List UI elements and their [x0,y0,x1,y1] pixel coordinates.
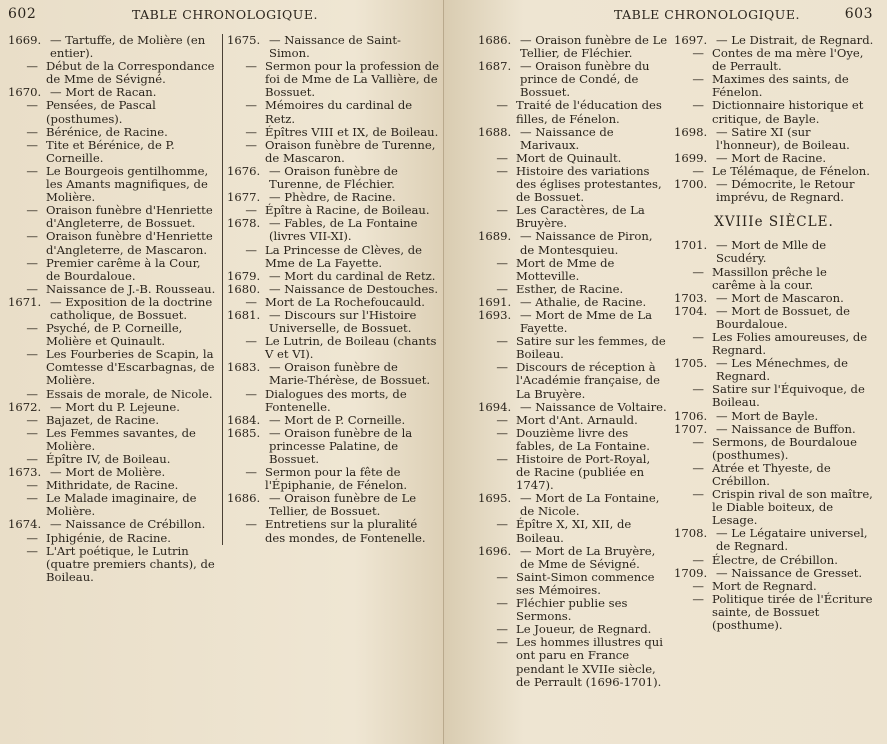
entry-text: Massillon prêche le carême à la cour. [712,264,827,292]
chronology-entry [674,527,874,553]
chronology-entry [227,283,439,296]
entry-year: 1669. [8,33,42,47]
entry-text: — Naissance de Crébillon. [50,517,206,532]
entry-text: Sermon pour la profession de foi de Mme de La Vallière, de Bossuet. [265,59,439,100]
entry-text: Mithridate, de Racine. [46,478,179,493]
entry-text: Électre, de Crébillon. [712,552,838,567]
entry-text: Le Bourgeois gentilhomme, les Amants magnifiques, de Molière. [46,163,209,205]
entry-text: Pensées, de Pascal (posthumes). [46,98,156,126]
chronology-entry [478,296,668,309]
chronology-entry [227,466,439,492]
chronology-entry [8,388,216,401]
entry-year: 1677. [227,190,261,205]
entry-year: 1670. [8,85,42,100]
entry-text: — Les Ménechmes, de Regnard. [716,356,848,384]
entry-year: — [26,137,38,152]
entry-text: — Discours sur l'Histoire Universelle, de Bossuet. [269,307,417,336]
entry-year: — [692,591,704,606]
chronology-entry [8,204,216,230]
chronology-entry [478,401,668,414]
page-number: 603 [844,6,873,22]
chronology-entry [674,410,874,423]
chronology-entry [8,283,216,296]
entry-year: — [496,452,508,466]
chronology-entry [227,309,439,335]
chronology-entry [478,414,668,427]
chronology-entry [478,597,668,623]
entry-year: — [496,334,508,349]
entry-text: — Mort de Mascaron. [716,290,844,305]
entry-text: Épître X, XI, XII, de Boileau. [516,517,632,545]
entry-year: 1688. [478,124,512,139]
entry-text: Politique tirée de l'Écriture sainte, de Bossuet (posthume). [712,591,873,633]
entry-year: — [245,203,257,218]
entry-year: 1686. [478,33,512,47]
entry-year: 1676. [227,163,261,178]
entry-year: 1697. [674,33,708,47]
chronology-entry [674,488,874,527]
chronology-entry [674,126,874,152]
entry-text: Psyché, de P. Corneille, Molière et Quinault. [46,321,183,349]
chronology-entry [478,545,668,571]
chronology-entry [8,348,216,387]
entry-year: — [26,452,38,466]
chronology-entry [227,361,439,387]
entry-text: Mort de Regnard. [712,578,817,593]
entry-text: — Mort de P. Corneille. [269,412,406,427]
entry-text: Dialogues des morts, de Fontenelle. [265,386,407,414]
entry-year: — [496,569,508,584]
entry-year: — [245,386,257,401]
entry-text: Le Lutrin, de Boileau (chants V et VI). [265,334,437,362]
entry-text: — Naissance de Gresset. [716,565,863,580]
entry-text: Naissance de J.-B. Rousseau. [46,281,216,296]
entry-year: — [26,386,38,401]
entry-year: — [692,163,704,178]
chronology-entry [8,126,216,139]
entry-year: 1685. [227,425,261,440]
entry-text: Dictionnaire historique et critique, de Bayle. [712,98,864,126]
entry-year: 1703. [674,290,708,305]
page-header [444,6,887,26]
entry-year: — [692,487,704,502]
entry-text: — Mort du P. Lejeune. [50,399,180,414]
entry-year: 1699. [674,150,708,165]
chronology-entry [478,636,668,688]
entry-text: — Mort de Mme de La Fayette. [520,307,652,336]
entry-text: — Démocrite, le Retour imprévu, de Regnard. [716,177,855,205]
chronology-entry [674,593,874,632]
chronology-entry [8,414,216,427]
entry-text: La Princesse de Clèves, de Mme de La Fayette. [265,242,423,270]
entry-year: 1707. [674,421,708,436]
chronology-entry [674,305,874,331]
entry-year: 1678. [227,216,261,231]
chronology-entry [8,322,216,348]
entry-text: Mort de Mme de Motteville. [516,255,615,283]
section-heading: XVIIIe SIÈCLE. [714,214,834,231]
entry-year: — [245,137,257,152]
entry-text: — Mort de Mlle de Scudéry. [716,238,827,266]
chronology-entry [674,152,874,165]
entry-text: — Oraison funèbre du prince de Condé, de Bossuet. [520,59,650,100]
entry-year: 1708. [674,526,708,541]
entry-year: — [26,412,38,427]
entry-text: L'Art poétique, le Lutrin (quatre premiers chants), de Boileau. [46,543,215,584]
entry-year: — [26,321,38,336]
chronology-entry [478,34,668,60]
entry-text: — Mort de La Bruyère, de Mme de Sévigné. [520,543,656,571]
entry-text: Premier carême à la Cour, de Bourdaloue. [46,255,201,283]
entry-text: Mort d'Ant. Arnauld. [516,412,638,427]
chronology-entry [674,423,874,436]
running-title: TABLE CHRONOLOGIQUE. [132,7,318,22]
entry-text: Les hommes illustres qui ont paru en France pendant le XVIIe siècle, de Perrault (1696-1701). [516,635,663,689]
entry-text: Satire sur les femmes, de Boileau. [516,334,666,362]
entry-text: — Mort de Bayle. [716,408,819,423]
entry-year: 1698. [674,124,708,139]
entry-year: — [245,242,257,257]
chronology-entry [227,414,439,427]
entry-text: Mort de Quinault. [516,150,622,165]
entry-text: Oraison funèbre d'Henriette d'Angleterre, de Mascaron. [46,229,213,257]
chronology-entry [674,47,874,73]
entry-year: — [692,46,704,61]
entry-year: — [26,229,38,244]
entry-text: — Le Légataire universel, de Regnard. [716,526,868,554]
entry-text: Atrée et Thyeste, de Crébillon. [712,460,831,488]
entry-text: Le Malade imaginaire, de Molière. [46,491,197,519]
entry-year: — [26,491,38,506]
entry-year: — [26,281,38,296]
chronology-entry [8,99,216,125]
chronology-entry [8,139,216,165]
chronology-entry [478,126,668,152]
entry-year: 1696. [478,543,512,558]
entry-text: Le Télémaque, de Fénelon. [712,163,870,178]
entry-text: Esther, de Racine. [516,281,624,296]
entry-text: Sermon pour la fête de l'Épiphanie, de Fénelon. [265,465,408,493]
entry-year: 1701. [674,238,708,253]
entry-text: Les Folies amoureuses, de Regnard. [712,329,868,358]
entry-text: — Mort de Molière. [50,465,166,480]
entry-year: 1686. [227,491,261,506]
entry-year: — [496,622,508,637]
chronology-entry [227,60,439,99]
chronology-entry [478,204,668,230]
entry-year: — [496,98,508,113]
entry-year: — [496,517,508,532]
entry-text: — Mort de Racan. [50,85,157,100]
entry-year: — [245,334,257,349]
entry-text: Maximes des saints, de Fénelon. [712,72,849,100]
entry-year: — [245,98,257,113]
chronology-entry [674,436,874,462]
entry-text: Douzième livre des fables, de La Fontaine. [516,425,650,453]
entry-year: 1680. [227,281,261,296]
entry-year: 1674. [8,517,42,532]
entry-year: 1700. [674,177,708,192]
entry-year: 1675. [227,33,261,47]
chronology-entry [478,571,668,597]
chronology-entry [8,34,216,60]
page-header [0,6,443,26]
entry-text: Crispin rival de son maître, le Diable boiteux, de Lesage. [712,487,873,528]
chronology-entry [674,357,874,383]
entry-text: Histoire de Port-Royal, de Racine (publiée en 1747). [516,452,651,493]
entry-text: Entretiens sur la pluralité des mondes, de Fontenelle. [265,517,426,545]
entry-year: — [26,59,38,74]
entry-year: — [496,255,508,270]
chronology-entry [674,462,874,488]
chronology-entry [227,126,439,139]
chronology-entry [227,217,439,243]
chronology-entry [478,283,668,296]
entry-year: — [692,264,704,279]
left-page [0,0,443,744]
chronology-entry [8,545,216,584]
chronology-entry [227,296,439,309]
chronology-entry [674,178,874,204]
entry-text: Satire sur l'Équivoque, de Boileau. [712,382,865,410]
entry-year: — [496,412,508,427]
chronology-entry [8,165,216,204]
entry-year: — [496,203,508,218]
entry-year: 1689. [478,229,512,244]
entry-year: — [496,635,508,650]
chronology-entry [8,257,216,283]
entry-text: Les Caractères, de La Bruyère. [516,203,645,231]
entry-year: 1691. [478,294,512,309]
entry-text: — Mort de Racine. [716,150,827,165]
entry-text: — Naissance de Marivaux. [520,124,614,152]
entry-text: Bérénice, de Racine. [46,124,168,139]
chronology-entry [478,99,668,125]
chronology-entry [674,73,874,99]
entry-text: — Naissance de Voltaire. [520,399,667,414]
entry-text: — Fables, de La Fontaine (livres VII-XI). [269,216,418,244]
entry-year: — [26,478,38,493]
entry-year: 1673. [8,465,42,480]
entry-year: — [496,425,508,440]
entry-text: Oraison funèbre d'Henriette d'Angleterre, de Bossuet. [46,203,213,231]
chronology-entry [674,554,874,567]
chronology-entry [478,309,668,335]
entry-text: Bajazet, de Racine. [46,412,160,427]
entry-text: Essais de morale, de Nicole. [46,386,213,401]
chronology-entry [478,165,668,204]
chronology-entry [478,427,668,453]
entry-text: — Phèdre, de Racine. [269,190,396,205]
chronology-entry [227,244,439,270]
entry-year: 1672. [8,399,42,414]
chronology-entry [674,331,874,357]
chronology-entry [8,532,216,545]
entry-text: Début de la Correspondance de Mme de Sévigné. [46,59,215,87]
entry-text: — Oraison funèbre de Turenne, de Fléchier. [269,163,398,192]
entry-year: — [692,552,704,567]
running-title: TABLE CHRONOLOGIQUE. [614,7,800,22]
entry-year: 1683. [227,360,261,375]
chronology-column [222,34,439,545]
entry-year: — [245,124,257,139]
entry-text: — Oraison funèbre de Le Tellier, de Bossuet. [269,491,417,519]
entry-year: 1693. [478,307,512,322]
entry-year: — [692,382,704,397]
chronology-entry [674,99,874,125]
chronology-entry [227,518,439,544]
entry-text: — Naissance de Saint-Simon. [269,33,401,61]
entry-year: — [245,294,257,309]
chronology-column [8,34,216,584]
chronology-entry [674,567,874,580]
entry-text: — Satire XI (sur l'honneur), de Boileau. [716,124,850,152]
entry-text: Les Femmes savantes, de Molière. [46,425,196,453]
entry-year: 1684. [227,412,261,427]
chronology-column [478,34,668,689]
entry-text: — Oraison funèbre de Marie-Thérèse, de Bossuet. [269,360,431,388]
entry-year: 1681. [227,307,261,322]
entry-year: — [496,596,508,611]
chronology-entry [227,270,439,283]
entry-year: 1695. [478,491,512,506]
entry-year: 1679. [227,268,261,283]
chronology-column [674,34,874,632]
entry-year: 1694. [478,399,512,414]
chronology-entry [478,257,668,283]
chronology-entry [227,34,439,60]
entry-year: 1687. [478,59,512,74]
entry-text: Iphigénie, de Racine. [46,530,171,545]
chronology-entry [674,239,874,265]
chronology-entry [674,383,874,409]
entry-year: 1705. [674,356,708,371]
entry-text: — Tartuffe, de Molière (en entier). [50,33,206,61]
entry-year: — [26,530,38,545]
chronology-entry [227,388,439,414]
chronology-entry [8,60,216,86]
entry-year: — [26,255,38,270]
chronology-entry [674,580,874,593]
chronology-entry [227,492,439,518]
entry-text: Épître à Racine, de Boileau. [265,203,430,218]
entry-year: — [692,460,704,475]
chronology-entry [478,361,668,400]
entry-text: Contes de ma mère l'Oye, de Perrault. [712,46,864,74]
entry-year: — [692,98,704,113]
entry-year: — [692,578,704,593]
chronology-entry [478,60,668,99]
entry-year: — [245,465,257,480]
entry-text: Sermons, de Bourdaloue (posthumes). [712,434,857,462]
entry-text: Tite et Bérénice, de P. Corneille. [46,137,175,165]
entry-text: Traité de l'éducation des filles, de Fénelon. [516,98,662,126]
entry-text: Épître IV, de Boileau. [46,452,171,466]
entry-text: — Oraison funèbre de la princesse Palatine, de Bossuet. [269,425,413,466]
chronology-entry [674,266,874,292]
entry-year: — [496,150,508,165]
entry-year: 1704. [674,303,708,318]
chronology-entry [478,335,668,361]
chronology-entry [8,296,216,322]
entry-text: Histoire des variations des églises protestantes, de Bossuet. [516,163,662,205]
entry-year: — [496,360,508,375]
entry-text: Mémoires du cardinal de Retz. [265,98,413,126]
entry-text: — Exposition de la doctrine catholique, de Bossuet. [50,294,213,322]
chronology-entry [227,335,439,361]
chronology-entry [8,492,216,518]
chronology-entry [227,165,439,191]
chronology-entry [478,230,668,256]
entry-text: Les Fourberies de Scapin, la Comtesse d'Escarbagnas, de Molière. [46,347,215,388]
entry-text: Oraison funèbre de Turenne, de Mascaron. [265,137,436,165]
entry-text: — Naissance de Piron, de Montesquieu. [520,229,653,257]
chronology-entry [227,427,439,466]
chronology-entry [478,492,668,518]
entry-text: — Naissance de Destouches. [269,281,438,296]
entry-year: — [26,543,38,558]
chronology-entry [227,139,439,165]
entry-year: — [26,425,38,440]
entry-text: Mort de La Rochefoucauld. [265,294,425,309]
entry-text: — Mort du cardinal de Retz. [269,268,436,283]
entry-text: — Naissance de Buffon. [716,421,856,436]
chronology-entry [8,518,216,531]
entry-year: — [245,59,257,74]
entry-year: — [692,72,704,87]
chronology-entry [8,230,216,256]
entry-year: — [496,281,508,296]
entry-text: — Oraison funèbre de Le Tellier, de Fléchier. [520,33,668,61]
chronology-entry [478,152,668,165]
chronology-entry [227,99,439,125]
entry-text: Le Joueur, de Regnard. [516,622,652,637]
entry-year: — [26,163,38,178]
entry-text: — Le Distrait, de Regnard. [716,33,874,47]
entry-text: Épîtres VIII et IX, de Boileau. [265,124,439,139]
entry-text: Fléchier publie ses Sermons. [516,596,628,624]
entry-year: — [496,163,508,178]
chronology-entry [478,518,668,544]
right-page [444,0,887,744]
entry-text: — Athalie, de Racine. [520,294,647,309]
chronology-entry [8,427,216,453]
entry-text: Discours de réception à l'Académie française, de La Bruyère. [516,360,660,401]
entry-year: — [26,203,38,218]
entry-text: — Mort de Bossuet, de Bourdaloue. [716,303,851,331]
chronology-entry [478,453,668,492]
entry-year: — [26,124,38,139]
entry-text: Saint-Simon commence ses Mémoires. [516,569,655,597]
page-number: 602 [8,6,37,22]
entry-year: 1709. [674,565,708,580]
entry-text: — Mort de La Fontaine, de Nicole. [520,491,660,519]
entry-year: — [692,434,704,449]
entry-year: 1671. [8,294,42,309]
entry-year: — [245,517,257,532]
chronology-entry [674,292,874,305]
entry-year: — [26,347,38,362]
entry-year: — [692,329,704,344]
entry-year: 1706. [674,408,708,423]
entry-year: — [26,98,38,113]
chronology-entry [8,401,216,414]
